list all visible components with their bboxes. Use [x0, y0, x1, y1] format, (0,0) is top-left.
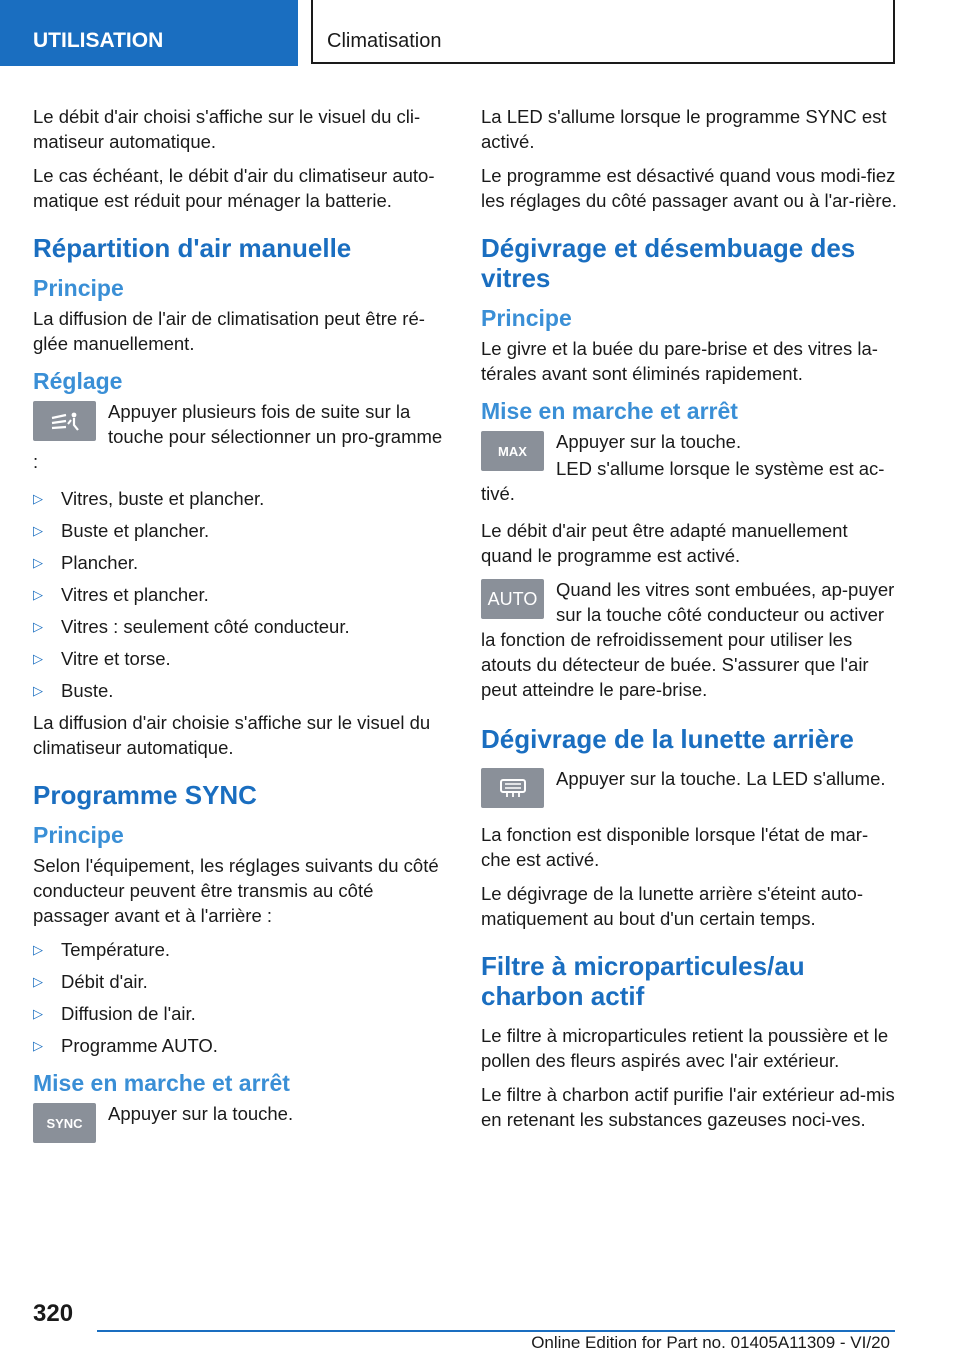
paragraph: Le programme est désactivé quand vous modi-fiez les réglages du côté passager avant ou à l'ar-rière.: [481, 165, 897, 211]
list-item: ▷ Température.: [33, 939, 170, 960]
paragraph: Appuyer plusieurs fois de suite sur la touche pour sélectionner un pro-gramme :: [33, 401, 443, 472]
paragraph: LED s'allume lorsque le système est ac-tivé.: [481, 458, 885, 504]
heading-sync: Programme SYNC: [33, 780, 257, 810]
subheading-reglage: Réglage: [33, 368, 123, 394]
list-item: ▷ Vitres et plancher.: [33, 584, 209, 605]
paragraph: Selon l'équipement, les réglages suivants du côté conducteur peuvent être transmis au côté passager avant et à l'arrière :: [33, 855, 439, 926]
max-defrost-key: MAX: [481, 431, 544, 471]
reglage-block: [33, 399, 449, 476]
list-item: ▷ Vitres, buste et plancher.: [33, 488, 265, 509]
left-column: [33, 104, 449, 1157]
heading-repartition: Répartition d'air manuelle: [33, 233, 352, 263]
footer-divider: [97, 1330, 895, 1332]
list-item: ▷ Débit d'air.: [33, 971, 148, 992]
paragraph: Le débit d'air peut être adapté manuellement quand le programme est activé.: [481, 520, 848, 566]
triangle-right-icon: ▷: [33, 523, 43, 538]
list-item: ▷ Programme AUTO.: [33, 1035, 218, 1056]
paragraph: La LED s'allume lorsque le programme SYNC est activé.: [481, 106, 887, 152]
right-column: [481, 104, 897, 1141]
triangle-right-icon: ▷: [33, 1006, 43, 1021]
auto-block: [481, 577, 897, 704]
paragraph: Le débit d'air choisi s'affiche sur le visuel du cli-matiseur automatique.: [33, 106, 421, 152]
air-distribution-icon: [48, 410, 82, 432]
triangle-right-icon: ▷: [33, 619, 43, 634]
edition-note: Online Edition for Part no. 01405A11309 - VI/20: [531, 1333, 890, 1352]
paragraph: Le filtre à microparticules retient la poussière et le pollen des fleurs aspirés avec l'air extérieur.: [481, 1025, 889, 1071]
list-item: ▷ Diffusion de l'air.: [33, 1003, 196, 1024]
heading-degivrage: Dégivrage et désembuage des vitres: [481, 233, 856, 293]
page-number: 320: [33, 1300, 74, 1327]
list-item: ▷ Vitre et torse.: [33, 648, 171, 669]
paragraph: La diffusion d'air choisie s'affiche sur le visuel du climatiseur automatique.: [33, 712, 431, 758]
triangle-right-icon: ▷: [33, 555, 43, 570]
triangle-right-icon: ▷: [33, 974, 43, 989]
heading-lunette: Dégivrage de la lunette arrière: [481, 724, 854, 754]
heading-filtre: Filtre à microparticules/au charbon actif: [481, 951, 805, 1011]
triangle-right-icon: ▷: [33, 1038, 43, 1053]
paragraph: La diffusion de l'air de climatisation peut être ré-glée manuellement.: [33, 308, 425, 354]
triangle-right-icon: ▷: [33, 942, 43, 957]
paragraph: Quand les vitres sont embuées, ap-puyer sur la touche côté conducteur ou activer la fonction de refroidissement pour utiliser les atouts du détecteur de buée. S'assurer que l'air peut atteindre le pare-brise.: [481, 579, 895, 700]
triangle-right-icon: ▷: [33, 587, 43, 602]
paragraph: Le givre et la buée du pare-brise et des vitres la-térales avant sont éliminés rapidement.: [481, 338, 878, 384]
max-block: [481, 429, 897, 508]
triangle-right-icon: ▷: [33, 651, 43, 666]
subheading-marche: Mise en marche et arrêt: [481, 398, 738, 424]
subheading-principe: Principe: [33, 822, 124, 848]
list-item: ▷ Plancher.: [33, 552, 139, 573]
paragraph: Le filtre à charbon actif purifie l'air extérieur ad-mis en retenant les substances gazeuses noci-ves.: [481, 1084, 895, 1130]
subheading-principe: Principe: [481, 305, 572, 331]
paragraph: Appuyer sur la touche.: [556, 431, 742, 452]
subheading-principe: Principe: [33, 275, 124, 301]
list-item: ▷ Buste.: [33, 680, 114, 701]
triangle-right-icon: ▷: [33, 683, 43, 698]
list-item: ▷ Vitres : seulement côté conducteur.: [33, 616, 350, 637]
rear-defrost-block: [481, 766, 897, 812]
rear-defrost-icon: [498, 777, 528, 799]
sync-list: [33, 937, 449, 1058]
chapter-title: Climatisation: [311, 0, 895, 64]
paragraph: La fonction est disponible lorsque l'état de mar-che est activé.: [481, 824, 869, 870]
air-distribution-key: [33, 401, 96, 441]
rear-defrost-key: [481, 768, 544, 808]
paragraph: Appuyer sur la touche.: [108, 1103, 294, 1124]
paragraph: Le cas échéant, le débit d'air du climatiseur auto-matique est réduit pour ménager la batterie.: [33, 165, 435, 211]
auto-key: AUTO: [481, 579, 544, 619]
subheading-marche: Mise en marche et arrêt: [33, 1070, 290, 1096]
sync-key: SYNC: [33, 1103, 96, 1143]
page-header: [0, 0, 960, 66]
section-tab: UTILISATION: [0, 0, 298, 66]
sync-block: [33, 1101, 449, 1147]
triangle-right-icon: ▷: [33, 491, 43, 506]
paragraph: Le dégivrage de la lunette arrière s'éteint auto-matiquement au bout d'un certain temps.: [481, 883, 863, 929]
paragraph: Appuyer sur la touche. La LED s'allume.: [556, 768, 886, 789]
programme-list: [33, 486, 449, 703]
list-item: ▷ Buste et plancher.: [33, 520, 210, 541]
